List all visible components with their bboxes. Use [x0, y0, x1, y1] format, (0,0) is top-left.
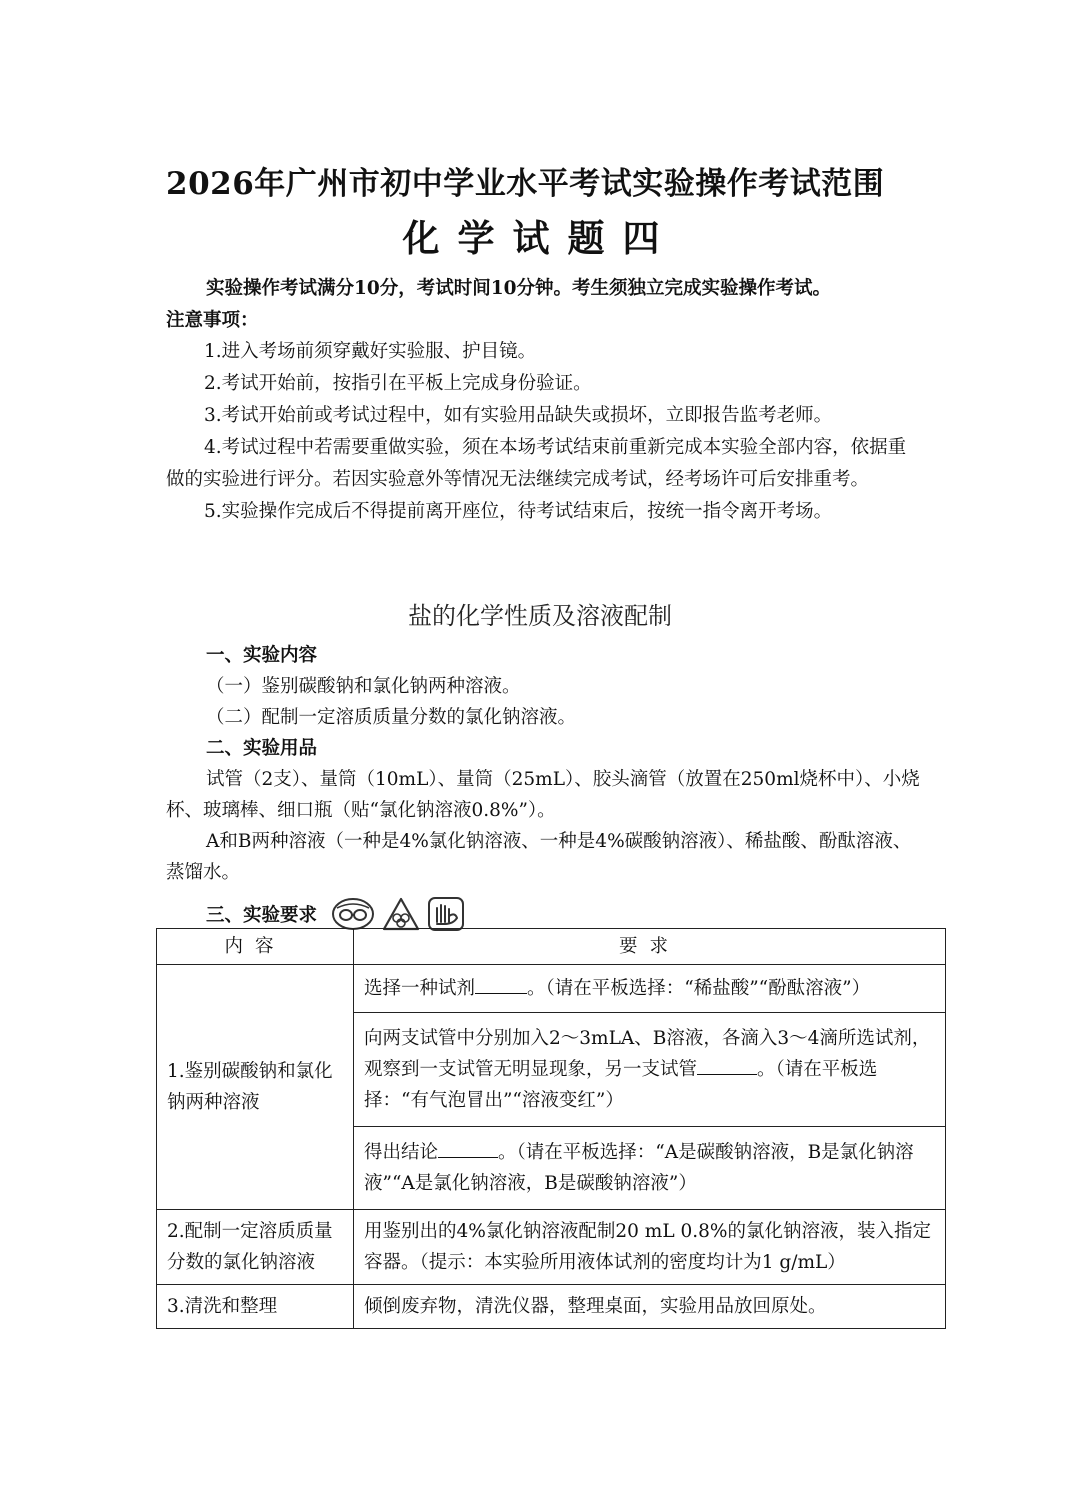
row1-step-c-suffix: 。（请在平板选择：“A是碳酸钠溶液，B是氯化钠溶液”“A是氯化钠溶液，B是碳酸钠溶液”） [364, 1142, 914, 1194]
row3-label: 3.清洗和整理 [157, 1285, 354, 1329]
notice-item: 3.考试开始前或考试过程中，如有实验用品缺失或损坏，立即报告监考老师。 [204, 405, 833, 426]
table-header-row [157, 929, 946, 965]
row1-step-b [354, 1013, 946, 1127]
requirements-table [156, 928, 946, 1329]
row2-label: 2.配制一定溶质质量分数的氯化钠溶液 [157, 1210, 354, 1285]
answer-blank [438, 1139, 498, 1158]
main-title: 2026年广州市初中学业水平考试实验操作考试范围 [166, 166, 885, 202]
column-header-requirement: 要求 [354, 929, 946, 965]
notice-item: 4.考试过程中若需要重做实验，须在本场考试结束前重新完成本实验全部内容，依据重做的实验进行评分。若因实验意外等情况无法继续完成考试，经考场许可后安排重考。 [166, 437, 907, 490]
row1-step-b-suffix: 。（请在平板选择：“有气泡冒出”“溶液变红”） [364, 1059, 878, 1111]
row1-step-a [354, 965, 946, 1013]
row1-step-a-suffix: 。（请在平板选择：“稀盐酸”“酚酞溶液”） [527, 978, 871, 999]
supplies-apparatus: 试管（2支）、量筒（10mL）、量筒（25mL）、胶头滴管（放置在250ml烧杯中）、小烧杯、玻璃棒、细口瓶（贴“氯化钠溶液0.8%”）。 [166, 769, 920, 821]
row1-step-a-prefix: 选择一种试剂 [364, 978, 476, 999]
supplies-reagents: A和B两种溶液（一种是4%氯化钠溶液、一种是4%碳酸钠溶液）、稀盐酸、酚酞溶液、蒸馏水。 [166, 831, 912, 883]
row1-label: 1.鉴别碳酸钠和氯化钠两种溶液 [157, 965, 354, 1210]
content-section [166, 640, 926, 733]
table-row [157, 1285, 946, 1329]
safety-icons [331, 896, 465, 932]
hand-wash-icon [427, 896, 465, 932]
intro-text: 实验操作考试满分10分，考试时间10分钟。考生须独立完成实验操作考试。 [206, 278, 831, 299]
row1-step-c [354, 1127, 946, 1210]
content-heading: 一、实验内容 [206, 645, 318, 666]
section-title: 盐的化学性质及溶液配制 [408, 602, 672, 630]
requirements-heading: 三、实验要求 [206, 905, 318, 926]
row1-step-b-prefix: 向两支试管中分别加入2～3mLA、B溶液，各滴入3～4滴所选试剂，观察到一支试管无明显现象，另一支试管 [364, 1028, 931, 1080]
notice-list [166, 336, 916, 528]
table-row [157, 965, 946, 1013]
table-row [157, 1210, 946, 1285]
content-item: （二）配制一定溶质质量分数的氯化钠溶液。 [206, 707, 577, 728]
supplies-heading: 二、实验用品 [206, 738, 318, 759]
row1-step-c-prefix: 得出结论 [364, 1142, 439, 1163]
notice-item: 1.进入考场前须穿戴好实验服、护目镜。 [204, 341, 537, 362]
column-header-content: 内容 [157, 929, 354, 965]
requirements-heading-row [206, 896, 465, 932]
supplies-section [166, 733, 926, 888]
notice-heading: 注意事项： [166, 310, 259, 331]
sub-title: 化学试题四 [402, 216, 678, 260]
flask-warning-icon [381, 896, 421, 932]
row3-requirement: 倾倒废弃物，清洗仪器，整理桌面，实验用品放回原处。 [354, 1285, 946, 1329]
content-item: （一）鉴别碳酸钠和氯化钠两种溶液。 [206, 676, 521, 697]
answer-blank [475, 975, 527, 994]
notice-item: 5.实验操作完成后不得提前离开座位，待考试结束后，按统一指令离开考场。 [204, 501, 833, 522]
notice-item: 2.考试开始前，按指引在平板上完成身份验证。 [204, 373, 592, 394]
safety-goggles-icon [331, 896, 375, 932]
row2-requirement: 用鉴别出的4%氯化钠溶液配制20 mL 0.8%的氯化钠溶液，装入指定容器。（提示：本实验所用液体试剂的密度均计为1 g/mL） [354, 1210, 946, 1285]
answer-blank [697, 1056, 757, 1075]
